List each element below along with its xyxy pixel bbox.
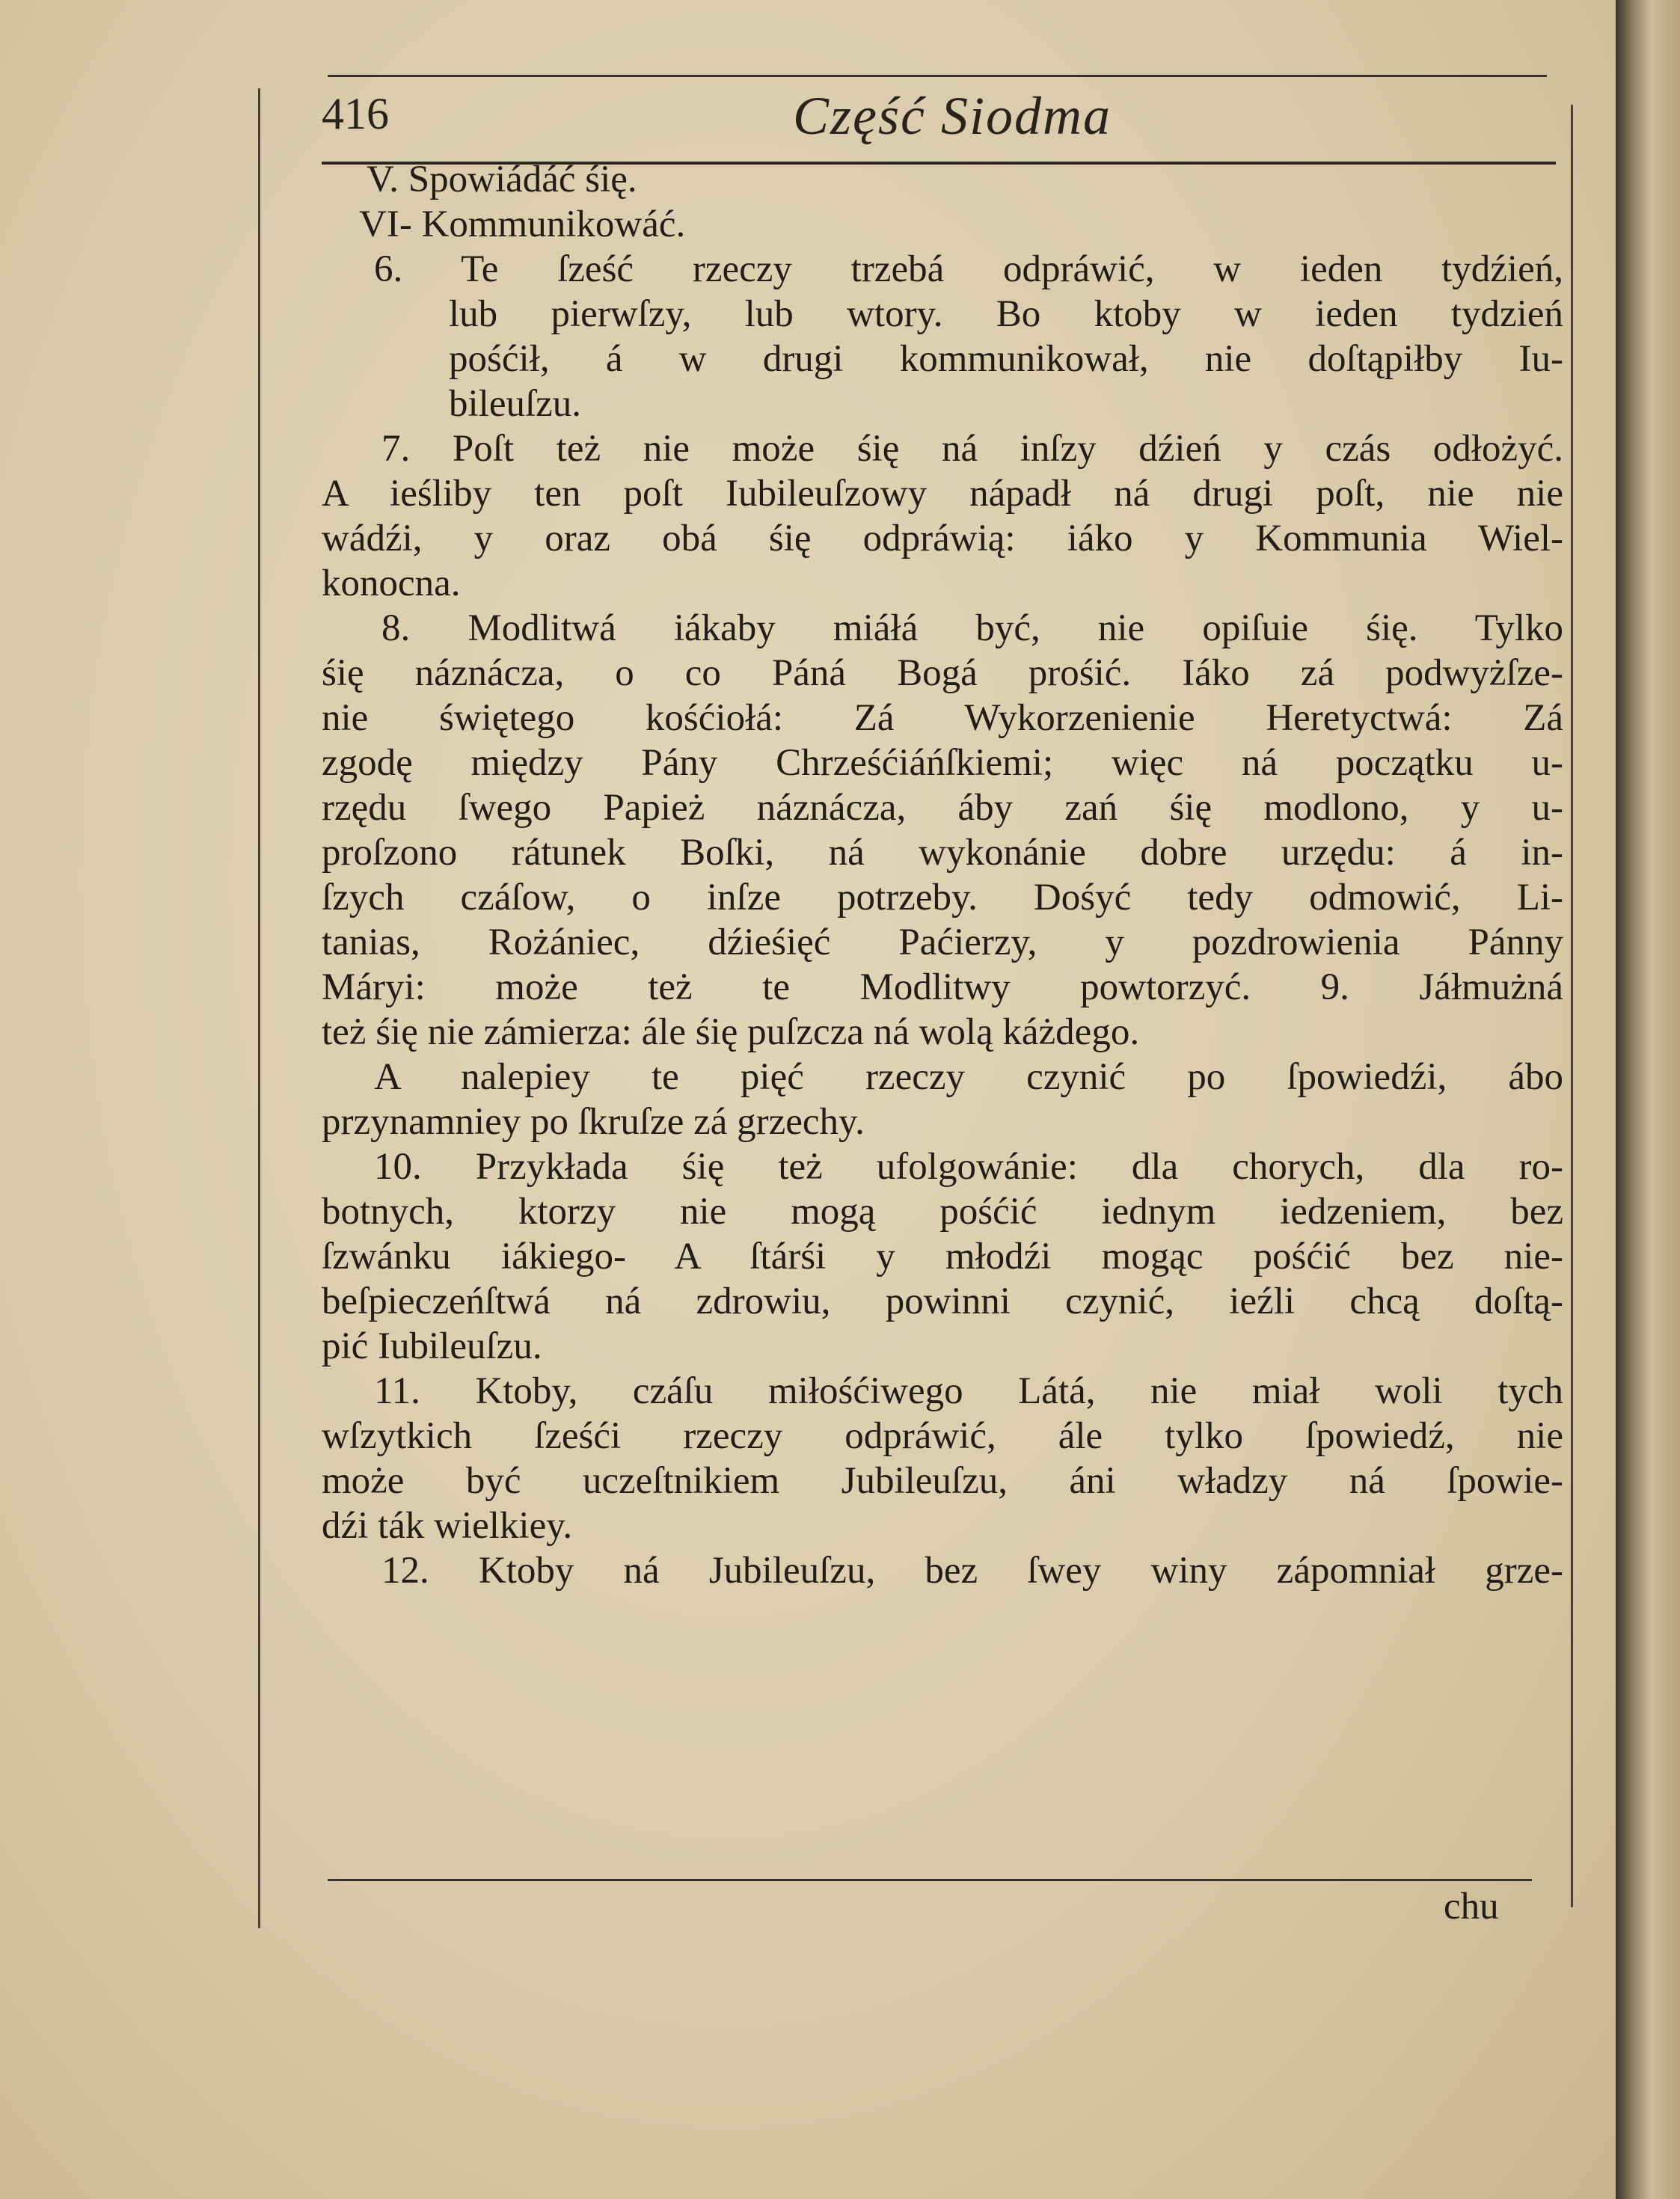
text-line: 10. Przykłada śię też ufolgowánie: dla chorych, dla ro-	[374, 1146, 1563, 1188]
text-line: wſzytkich ſześći rzeczy odpráwić, ále tylko ſpowiedź, nie	[322, 1415, 1563, 1457]
text-line: A ieśliby ten poſt Iubileuſzowy nápadł ná drugi poſt, nie nie	[322, 473, 1563, 515]
text-line: konocna.	[322, 562, 461, 604]
text-line: VI- Kommunikowáć.	[359, 203, 686, 245]
text-line: proſzono rátunek Boſki, ná wykonánie dobre urzędu: á in-	[322, 832, 1563, 874]
text-line: pić Iubileuſzu.	[322, 1325, 542, 1367]
text-line: pośćił, á w drugi kommunikował, nie doſtąpiłby Iu-	[449, 338, 1563, 380]
text-line: 11. Ktoby, czáſu miłośćiwego Látá, nie miał woli tych	[374, 1370, 1563, 1412]
running-title: Część Siodma	[793, 86, 1112, 146]
text-line: śię náznácza, o co Páná Bogá prośić. Iáko zá podwyżſze-	[322, 652, 1563, 694]
book-spine-edge	[1616, 0, 1680, 2199]
text-line: 8. Modlitwá iákaby miáłá być, nie opiſuie śię. Tylko	[381, 607, 1563, 649]
text-line: 7. Poſt też nie może śię ná inſzy dźień y czás odłożyć.	[381, 428, 1563, 470]
text-line: botnych, ktorzy nie mogą pośćić iednym iedzeniem, bez	[322, 1191, 1563, 1233]
page-header	[322, 72, 1556, 165]
text-line: V. Spowiádáć śię.	[367, 159, 637, 200]
right-frame-line	[1571, 105, 1573, 1907]
text-line: zgodę między Pány Chrześćiáńſkiemi; więc ná początku u-	[322, 742, 1563, 784]
text-line: wádźi, y oraz obá śię odpráwią: iáko y Kommunia Wiel-	[322, 518, 1563, 559]
bottom-rule	[328, 1879, 1532, 1881]
text-line: nie świętego kośćiołá: Zá Wykorzenienie Heretyctwá: Zá	[322, 697, 1563, 739]
catchword: chu	[1444, 1886, 1499, 1927]
text-line: bileuſzu.	[449, 383, 582, 425]
text-line: Máryi: może też te Modlitwy powtorzyć. 9. Jáłmużná	[322, 966, 1563, 1008]
left-frame-line	[258, 88, 260, 1928]
text-line: przynamniey po ſkruſze zá grzechy.	[322, 1101, 865, 1143]
text-line: rzędu ſwego Papież náznácza, áby zań śię modlono, y u-	[322, 787, 1563, 829]
text-line: dźi ták wielkiey.	[322, 1505, 573, 1547]
text-line: A nalepiey te pięć rzeczy czynić po ſpowiedźi, ábo	[374, 1056, 1563, 1098]
text-line: beſpieczeńſtwá ná zdrowiu, powinni czynić, ieźli chcą doſtą-	[322, 1281, 1563, 1322]
text-line: tanias, Rożániec, dźieśięć Paćierzy, y pozdrowienia Pánny	[322, 921, 1563, 963]
body-text	[322, 157, 1563, 1593]
text-line: też śię nie zámierza: ále śię puſzcza ná wolą káżdego.	[322, 1011, 1140, 1053]
text-line: może być uczeſtnikiem Jubileuſzu, áni władzy ná ſpowie-	[322, 1460, 1563, 1502]
text-line: ſzych czáſow, o inſze potrzeby. Dośyć tedy odmowić, Li-	[322, 877, 1563, 918]
text-line: 6. Te ſześć rzeczy trzebá odpráwić, w ieden tydźień,	[374, 248, 1563, 290]
text-line: lub pierwſzy, lub wtory. Bo ktoby w ieden tydzień	[449, 293, 1563, 335]
page-number: 416	[322, 89, 389, 138]
text-line: ſzwánku iákiego- A ſtárśi y młodźi mogąc pośćić bez nie-	[322, 1236, 1563, 1278]
text-line: 12. Ktoby ná Jubileuſzu, bez ſwey winy zápomniał grze-	[381, 1550, 1563, 1592]
